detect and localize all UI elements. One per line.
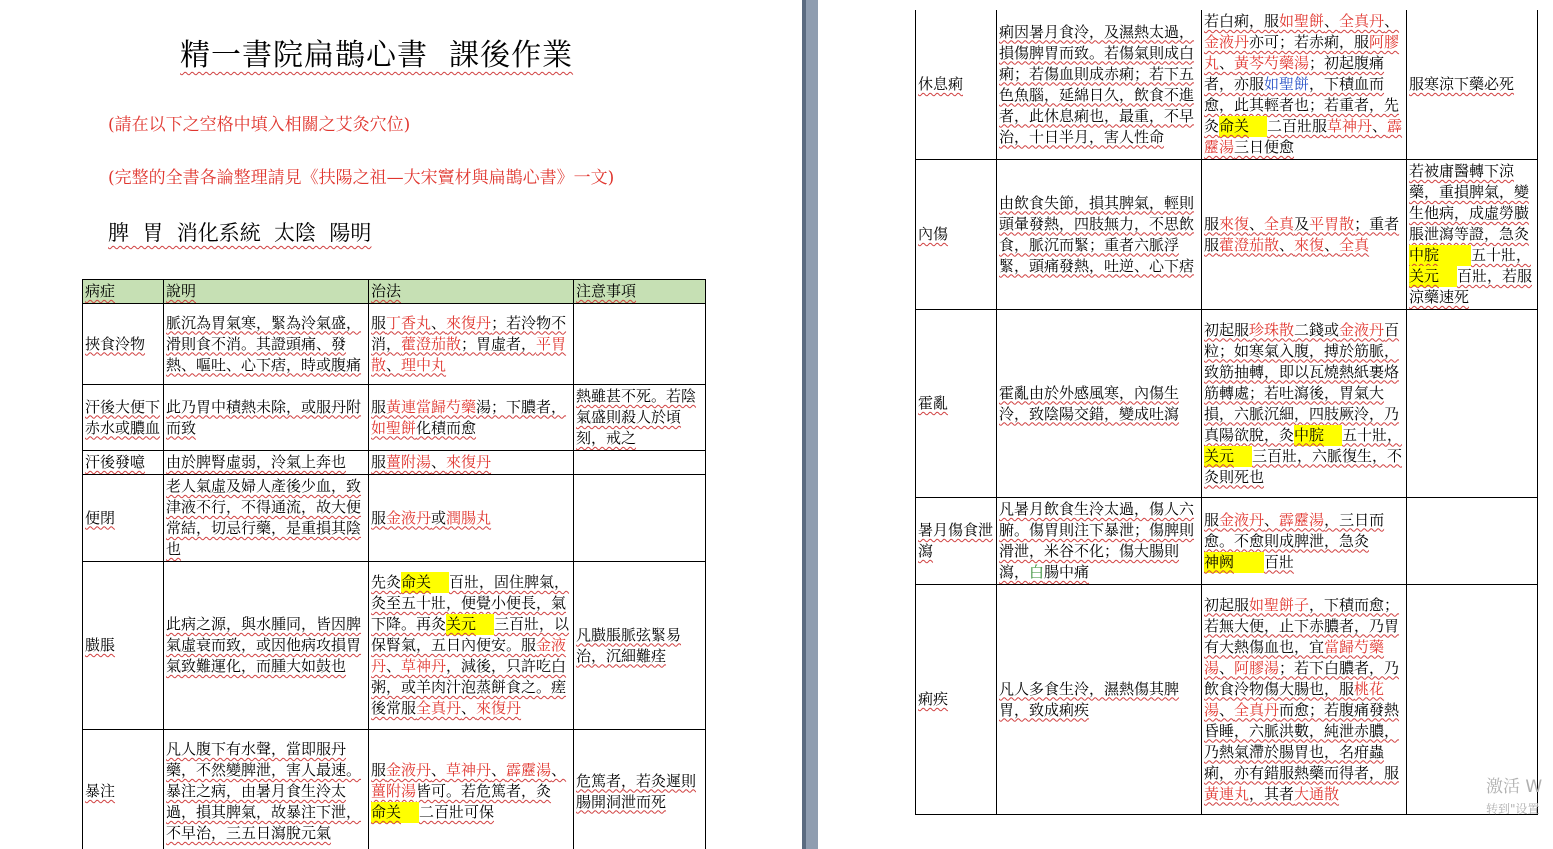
cell-notes: [574, 451, 706, 475]
cell-text: 白: [1029, 563, 1045, 581]
cell-treatment: [1202, 10, 1407, 160]
herb-name: 如聖餅: [371, 418, 417, 437]
cell-text: 、: [431, 313, 447, 332]
cell-text: 服: [371, 313, 387, 332]
herb-name: 理中丸: [401, 355, 447, 374]
cell-text: 先灸: [371, 573, 402, 591]
cell-text: 初起服: [1204, 320, 1250, 339]
cell-text: 、: [1219, 700, 1235, 719]
herb-name: 黃連當歸芍藥: [386, 397, 477, 416]
herb-name: 大通散: [1294, 784, 1340, 803]
cell-disease: 便閉: [83, 475, 164, 562]
header-disease: 病症: [83, 280, 164, 304]
herb-name: 阿膠湯: [1234, 658, 1280, 677]
watermark-line1: 激活 W: [1486, 777, 1543, 797]
cell-text: 凡暑月飲食生泠太過，傷人六腑。傷胃則注下暴泄；傷脾則滑泄，米谷不化；傷大腸則瀉，: [999, 500, 1195, 581]
cell-text: 三日便愈: [1234, 138, 1295, 156]
cell-text: 五十壯，: [1471, 246, 1532, 264]
herb-name: 當歸芍藥湯: [1204, 637, 1385, 677]
activation-watermark: [1486, 772, 1542, 817]
cell-text: 、: [431, 761, 447, 779]
table-row: [83, 304, 706, 385]
acupoint-blank[interactable]: 神阙: [1204, 552, 1264, 573]
cell-text: ，其者: [1249, 784, 1295, 803]
herb-name: 藿澄茄散: [1219, 235, 1280, 254]
cell-description: 老人氣虛及婦人產後少血，致津液不行，不得通流，故大便常結，切忌行藥，是重損其陰也: [164, 475, 369, 562]
acupoint-blank[interactable]: 关元: [1409, 266, 1457, 287]
cell-disease: 臌脹: [83, 562, 164, 730]
cell-text: 亦可；若赤痢，服: [1249, 33, 1370, 51]
cell-text: 服: [1204, 214, 1220, 233]
herb-name: 如聖餅子: [1249, 595, 1310, 614]
cell-text: 、: [1372, 117, 1388, 135]
acupoint-blank[interactable]: 中脘: [1409, 245, 1471, 266]
cell-notes: 凡臌脹脈弦緊易治，沉細難痊: [574, 562, 706, 730]
herb-name: 丁香丸: [386, 313, 432, 332]
cell-text: 或: [431, 508, 447, 527]
cell-description: 由於脾腎虛弱，泠氣上奔也: [164, 451, 369, 475]
herb-name: 全真丹: [1339, 12, 1385, 30]
table-row: [916, 498, 1538, 585]
document-page-right: [818, 0, 1553, 849]
herb-name: 全真: [1339, 235, 1370, 254]
table-row: [916, 10, 1538, 160]
cell-disease: 挾食泠物: [83, 304, 164, 385]
table-row: [83, 475, 706, 562]
header-treatment: 治法: [369, 280, 574, 304]
herb-name: 珍珠散: [1249, 320, 1295, 339]
cell-text: 服: [371, 453, 387, 471]
herb-name: 來復丹: [446, 453, 492, 471]
cell-disease: 汗後大便下赤水或膿血: [83, 385, 164, 451]
cell-text: 、: [386, 657, 402, 675]
table-header-row: [83, 280, 706, 304]
cell-text: 二錢或: [1294, 320, 1340, 339]
herb-name: 平胃散: [1309, 214, 1355, 233]
table-row: [83, 562, 706, 730]
cell-treatment: [369, 730, 574, 849]
remedy-table-continued: [915, 10, 1538, 815]
herb-name: 來復: [1219, 214, 1250, 233]
cell-text: 服: [371, 508, 387, 527]
cell-notes: 熱雖甚不死。若陰氣盛則殺人於頃刻，戒之: [574, 385, 706, 451]
acupoint-blank[interactable]: 命关: [401, 572, 449, 593]
herb-name: 金液丹: [1204, 33, 1250, 51]
cell-text: 初起服: [1204, 595, 1250, 614]
cell-disease: 暑月傷食泄瀉: [916, 498, 997, 585]
herb-name: 全真丹: [416, 699, 462, 717]
herb-name: 金液丹: [386, 508, 432, 527]
cell-text: 、: [551, 761, 567, 779]
cell-treatment: [1202, 498, 1407, 585]
cell-description: 由飲食失節，損其脾氣，輕則頭暈發熱，四肢無力，不思飲食，脈沉而緊；重者六脈浮緊，頭痛發熱，吐逆、心下痞: [997, 160, 1202, 310]
herb-name: 全真: [1264, 214, 1295, 233]
cell-text: ，下積而愈；若無大便，止下赤膿者，乃胃有大熱傷血也，宜: [1204, 595, 1400, 656]
cell-disease: 霍亂: [916, 310, 997, 498]
cell-notes: [1407, 498, 1538, 585]
herb-name: 如聖餅: [1279, 12, 1325, 30]
herb-name: 潤腸丸: [446, 508, 492, 527]
cell-description: 此病之源，與水腫同，皆因脾氣虛衰而致，或因他病攻損胃氣致難運化，而腫大如鼓也: [164, 562, 369, 730]
herb-name: 金液丹: [371, 636, 567, 675]
cell-treatment: [1202, 310, 1407, 498]
cell-text: 湯；下膿者，: [476, 397, 567, 416]
cell-text: 、: [1279, 235, 1295, 254]
cell-notes: 危篤者，若灸遲則腸開洞泄而死: [574, 730, 706, 849]
reference-note: (完整的全書各論整理請見《扶陽之祖—大宋竇材與扁鵲心書》一文): [108, 168, 615, 188]
cell-text: 化積而愈: [416, 418, 477, 437]
herb-name: 金液丹: [386, 761, 432, 779]
herb-name: 草神丹: [446, 761, 492, 779]
cell-text: 服: [371, 397, 387, 416]
cell-notes: 服寒涼下藥必死: [1407, 10, 1538, 160]
remedy-table: [82, 279, 706, 849]
table-row: [916, 310, 1538, 498]
cell-text: 服: [1204, 510, 1220, 529]
cell-text: ；若下白膿者，乃飲食泠物傷大腸也，服: [1204, 658, 1400, 698]
cell-description: 此乃胃中積熱未除，或服丹附而致: [164, 385, 369, 451]
herb-name: 平胃散: [371, 334, 567, 374]
cell-text: 百壯，固住脾氣，灸至五十壯，便覺小便長，氣下降。再灸: [371, 573, 570, 633]
acupoint-blank[interactable]: 关元: [446, 614, 494, 635]
herb-name: 黃芩芍藥湯: [1234, 54, 1310, 72]
cell-disease: 休息痢: [916, 10, 997, 160]
cell-notes: [1407, 160, 1538, 310]
table-row: [916, 160, 1538, 310]
cell-description: 凡人腹下有水聲，當即服丹藥，不然變脾泄，害人最速。暴注之病，由暑月食生泠太過，損其脾氣，故暴注下泄，不早治，三五日瀉脫元氣: [164, 730, 369, 849]
herb-name: 霹靂湯: [1279, 510, 1325, 529]
header-notes: 注意事項: [574, 280, 706, 304]
herb-name: 草神丹: [401, 657, 447, 675]
herb-name: 全真丹: [1234, 700, 1280, 719]
watermark-line2: 转到"设置: [1486, 802, 1540, 816]
acupoint-blank[interactable]: 命关: [371, 802, 419, 823]
acupoint-blank[interactable]: 关元: [1204, 446, 1252, 467]
herb-name: 來復丹: [476, 699, 522, 717]
document-title: 精一書院扁鵲心書 課後作業: [180, 38, 574, 73]
cell-notes: [1407, 310, 1538, 498]
herb-name: 金液丹: [1219, 510, 1265, 529]
cell-text: 若白痢，服: [1204, 12, 1280, 30]
cell-text: ，下積血而愈，此其輕者也；若重者，先灸: [1204, 75, 1400, 135]
cell-text: 百粒；如寒氣入腹，搏於筋脈，致筋抽轉，即以瓦燒熱紙裹烙筋轉處；若吐瀉後，胃氣大損，六脈沉細，四肢厥泠，乃真陽欲脫，灸: [1204, 320, 1400, 444]
herb-name: 霹靂湯: [1204, 117, 1403, 156]
cell-disease: 內傷: [916, 160, 997, 310]
cell-disease: 暴注: [83, 730, 164, 849]
cell-treatment: [369, 385, 574, 451]
cell-text: 三百壯，以保腎氣，五日內便安。服: [371, 615, 570, 654]
cell-text: ；重者服: [1204, 214, 1400, 254]
cell-text: 腸中痛: [1044, 563, 1090, 581]
cell-text: 、: [1324, 235, 1340, 254]
herb-name: 金液丹: [1339, 320, 1385, 339]
herb-name: 藿澄茄散: [401, 334, 462, 353]
cell-text: ；若泠物不消，: [371, 313, 567, 353]
cell-text: ；胃虛者，: [461, 334, 537, 353]
cell-text: 二百壯可保: [419, 803, 495, 821]
page-gutter: [802, 0, 818, 849]
cell-text: 、: [1249, 214, 1265, 233]
herb-name: 薑附湯: [371, 782, 417, 800]
table-row: [83, 385, 706, 451]
cell-description: 凡人多食生泠，濕熱傷其脾胃，致成痢疾: [997, 585, 1202, 815]
cell-text: 、: [1324, 12, 1340, 30]
herb-name: 草神丹: [1327, 117, 1373, 135]
herb-name: 來復: [1294, 235, 1325, 254]
cell-treatment: [1202, 160, 1407, 310]
cell-description: 脈沉為胃氣寒，緊為泠氣盛，滑則食不消。其證頭痛、發熱、嘔吐、心下痞，時或腹痛: [164, 304, 369, 385]
herb-name: 阿膠丸: [1204, 33, 1400, 72]
cell-disease: 汗後發噫: [83, 451, 164, 475]
cell-text: 服: [371, 761, 387, 779]
herb-name: 薑附湯: [386, 453, 432, 471]
cell-text: 而愈；若腹痛發熱昏睡，六脈洪數，純泄赤膿，乃熱氣滯於腸胃也，名疳蟲痢，亦有錯服熱藥而得者，服: [1204, 700, 1400, 782]
header-description: 說明: [164, 280, 369, 304]
table-row: [83, 730, 706, 849]
herb-name: 黃連丸: [1204, 784, 1250, 803]
cell-text: 、: [1384, 12, 1400, 30]
cell-text: 二百壯服: [1267, 117, 1328, 135]
cell-text: ；初起腹痛者，亦服: [1204, 54, 1385, 93]
cell-text: 、: [1219, 54, 1235, 72]
herb-name: 霹靂湯: [506, 761, 552, 779]
table-row: [916, 585, 1538, 815]
cell-text: 、: [1264, 510, 1280, 529]
cell-treatment: [369, 562, 574, 730]
cell-notes: [574, 475, 706, 562]
cell-text: ，三日而愈。不愈則成脾泄，急灸: [1204, 510, 1385, 550]
acupoint-blank[interactable]: 中脘: [1294, 425, 1342, 446]
cell-text: 若被庸醫轉下涼藥，重損脾氣，變生他病，成虛勞臌脹泄瀉等證，急灸: [1409, 162, 1530, 243]
cell-text: 百壯，若服涼藥速死: [1409, 267, 1533, 306]
section-heading: 脾 胃 消化系統 太陰 陽明: [108, 221, 372, 245]
cell-treatment: [369, 475, 574, 562]
cell-description: 霍亂由於外感風寒，內傷生泠，致陰陽交錯，變成吐瀉: [997, 310, 1202, 498]
instruction-note: (請在以下之空格中填入相關之艾灸穴位): [108, 115, 411, 135]
cell-text: 、: [461, 699, 477, 717]
acupoint-blank[interactable]: 命关: [1219, 116, 1267, 137]
cell-treatment: [369, 304, 574, 385]
herb-name: 如聖餅: [1264, 75, 1310, 93]
cell-text: 、: [491, 761, 507, 779]
cell-text: 皆可。若危篤者，灸: [416, 782, 552, 800]
cell-text: 三百壯，六脈復生，不灸則死也: [1204, 446, 1403, 486]
table-row: [83, 451, 706, 475]
cell-text: 五十壯，: [1342, 425, 1403, 444]
cell-notes: [574, 304, 706, 385]
cell-text: 、: [1219, 658, 1235, 677]
cell-description: [997, 498, 1202, 585]
cell-text: 百壯: [1264, 552, 1295, 571]
cell-treatment: [1202, 585, 1407, 815]
herb-name: 桃花湯: [1204, 679, 1385, 719]
cell-text: ，減後，只許吃白粥，或羊肉汁泡蒸餅食之。瘥後常服: [371, 657, 567, 717]
cell-disease: 痢疾: [916, 585, 997, 815]
cell-text: 、: [431, 453, 447, 471]
cell-text: 及: [1294, 214, 1310, 233]
cell-treatment: [369, 451, 574, 475]
herb-name: 來復丹: [446, 313, 492, 332]
cell-text: 、: [386, 355, 402, 374]
cell-description: 痢因暑月食泠，及濕熱太過，損傷脾胃而致。若傷氣則成白痢；若傷血則成赤痢；若下五色魚腦，延綿日久，飲食不進者，此休息痢也，最重，不早治，十日半月，害人性命: [997, 10, 1202, 160]
